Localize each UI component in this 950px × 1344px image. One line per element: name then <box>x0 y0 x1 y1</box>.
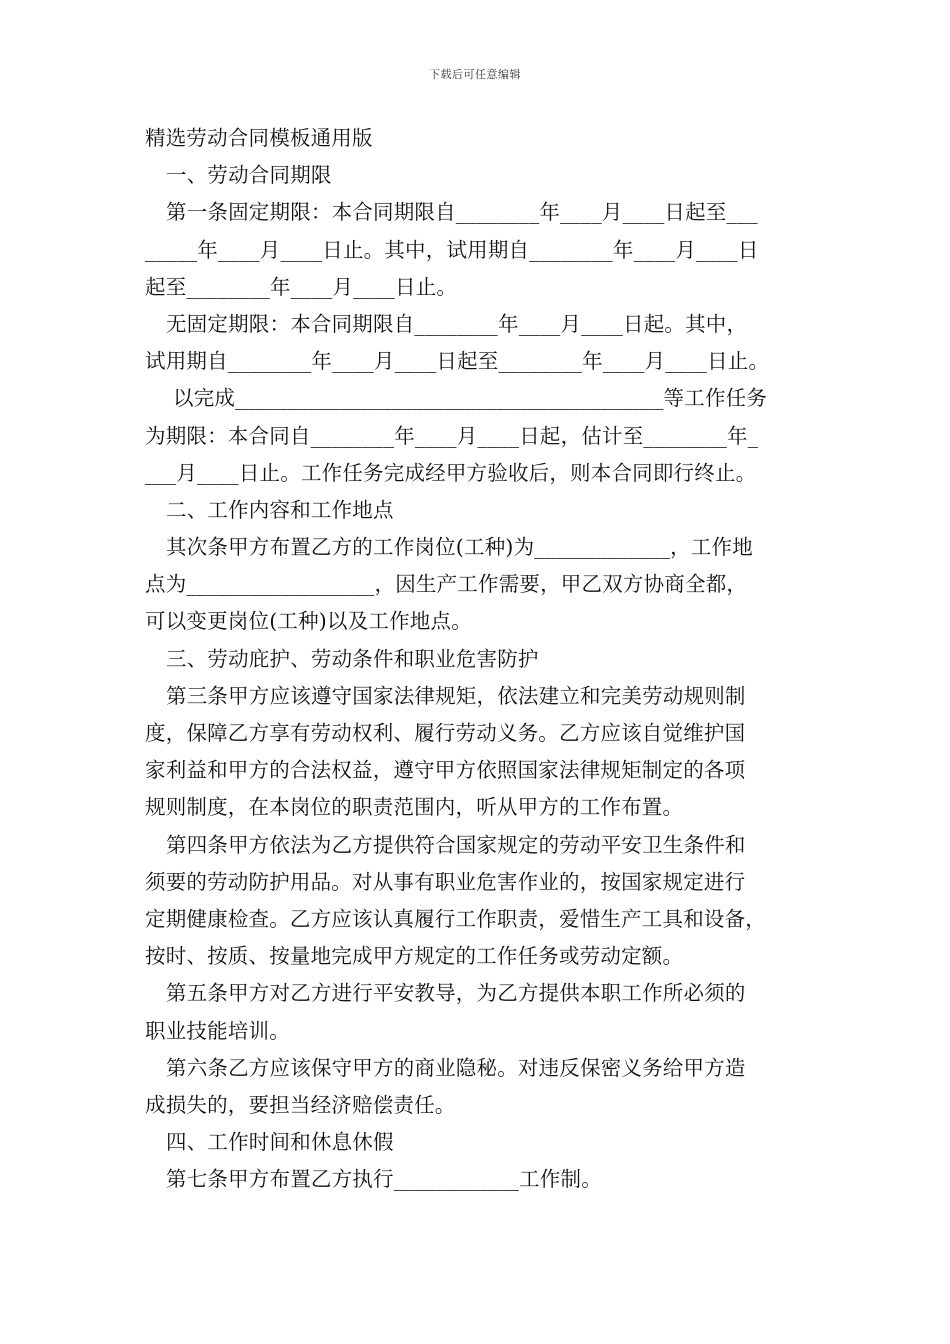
paragraph-line: 家利益和甲方的合法权益，遵守甲方依照国家法律规矩制定的各项 <box>145 758 746 783</box>
paragraph-line: 规则制度，在本岗位的职责范围内，听从甲方的工作布置。 <box>145 795 684 820</box>
paragraph-line: 其次条甲方布置乙方的工作岗位(工种)为_____________，工作地 <box>166 535 753 560</box>
paragraph-line: 成损失的，要担当经济赔偿责任。 <box>145 1092 456 1117</box>
paragraph-line: 第四条甲方依法为乙方提供符合国家规定的劳动平安卫生条件和 <box>166 832 746 857</box>
paragraph-line: 职业技能培训。 <box>145 1018 290 1043</box>
section-heading: 一、劳动合同期限 <box>166 163 332 188</box>
paragraph-line: 第三条甲方应该遵守国家法律规矩，依法建立和完美劳动规则制 <box>166 683 746 708</box>
page-header-note: 下载后可任意编辑 <box>429 68 521 81</box>
paragraph-line: 第六条乙方应该保守甲方的商业隐秘。对违反保密义务给甲方造 <box>166 1055 746 1080</box>
paragraph-line: 第一条固定期限：本合同期限自________年____月____日起至___ <box>166 200 758 225</box>
section-heading: 三、劳动庇护、劳动条件和职业危害防护 <box>166 646 539 671</box>
paragraph-line: 无固定期限：本合同期限自________年____月____日起。其中， <box>166 311 748 336</box>
paragraph-line: 为期限：本合同自________年____月____日起，估计至________年_ <box>145 423 759 448</box>
section-heading: 四、工作时间和休息休假 <box>166 1130 394 1155</box>
paragraph-line: 第七条甲方布置乙方执行____________工作制。 <box>166 1167 602 1192</box>
paragraph-line: 试用期自________年____月____日起至________年____月____日止。 <box>145 349 770 374</box>
paragraph-line: 起至________年____月____日止。 <box>145 274 458 299</box>
document-body <box>145 120 807 1198</box>
paragraph-line: 须要的劳动防护用品。对从事有职业危害作业的，按国家规定进行 <box>145 869 746 894</box>
paragraph-line: 第五条甲方对乙方进行平安教导，为乙方提供本职工作所必须的 <box>166 981 746 1006</box>
section-heading: 二、工作内容和工作地点 <box>166 497 394 522</box>
paragraph-line: 定期健康检查。乙方应该认真履行工作职责，爱惜生产工具和设备， <box>145 906 766 931</box>
document-title: 精选劳动合同模板通用版 <box>145 126 373 150</box>
paragraph-line: 点为__________________，因生产工作需要，甲乙双方协商全都， <box>145 572 748 597</box>
paragraph-line: ___月____日止。工作任务完成经甲方验收后，则本合同即行终止。 <box>145 460 757 485</box>
paragraph-line: _____年____月____日止。其中，试用期自________年____月____日 <box>145 237 759 262</box>
paragraph-line: 可以变更岗位(工种)以及工作地点。 <box>145 609 472 634</box>
paragraph-line: 按时、按质、按量地完成甲方规定的工作任务或劳动定额。 <box>145 944 684 969</box>
paragraph-line: 以完成_________________________________________等工作任务 <box>173 386 768 411</box>
paragraph-line: 度，保障乙方享有劳动权利、履行劳动义务。乙方应该自觉维护国 <box>145 721 746 745</box>
